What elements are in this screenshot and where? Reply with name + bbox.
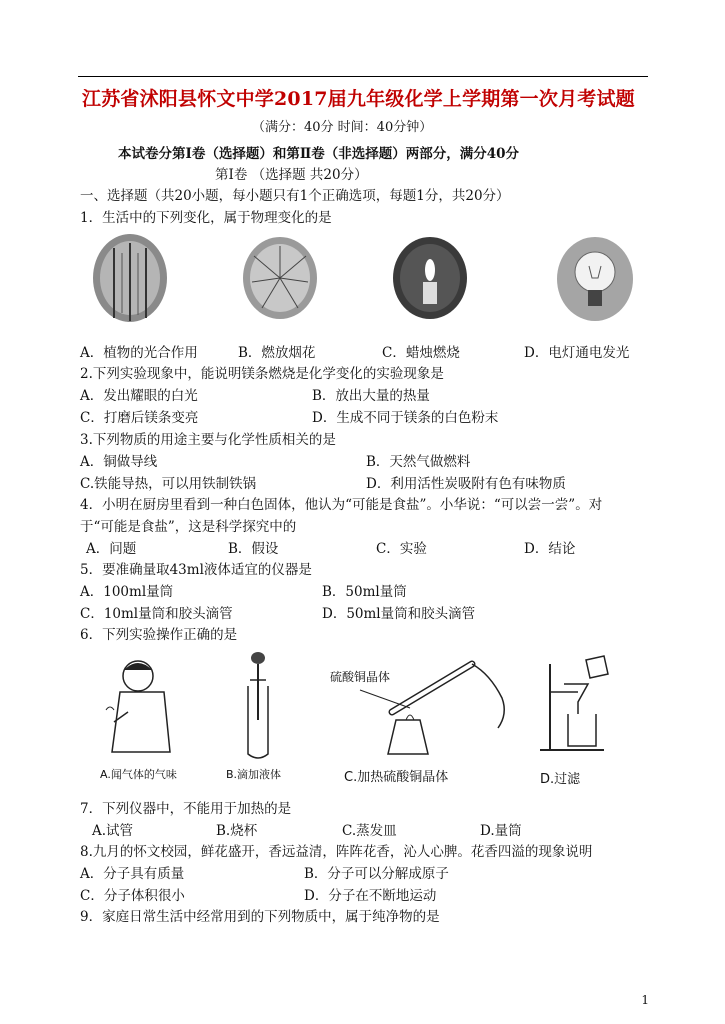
question-1-stem: 1．生活中的下列变化，属于物理变化的是 <box>80 210 332 226</box>
q2-option-d[interactable]: D．生成不同于镁条的白色粉末 <box>312 410 499 426</box>
exam-meta: （满分：40分 时间：40分钟） <box>252 120 433 135</box>
q7-option-d[interactable]: D.量筒 <box>480 823 522 839</box>
page-number: 1 <box>641 993 649 1007</box>
question-2-stem: 2.下列实验现象中，能说明镁条燃烧是化学变化的实验现象是 <box>80 366 444 382</box>
q5-option-a[interactable]: A．100ml量筒 <box>80 584 174 600</box>
q1-option-c[interactable]: C．蜡烛燃烧 <box>382 345 460 361</box>
q7-option-b[interactable]: B.烧杯 <box>216 823 258 839</box>
q1-option-a[interactable]: A．植物的光合作用 <box>80 345 198 361</box>
q5-option-c[interactable]: C．10ml量筒和胶头滴管 <box>80 606 233 622</box>
figure-d-caption: D.过滤 <box>540 772 581 787</box>
heating-crystal-figure <box>380 650 520 762</box>
q4-option-a[interactable]: A．问题 <box>86 541 137 557</box>
q5-option-b[interactable]: B．50ml量筒 <box>322 584 407 600</box>
q4-option-c[interactable]: C．实验 <box>376 541 427 557</box>
q8-option-a[interactable]: A．分子具有质量 <box>80 866 185 882</box>
q2-option-c[interactable]: C．打磨后镁条变亮 <box>80 410 199 426</box>
q5-option-d[interactable]: D．50ml量筒和胶头滴管 <box>322 606 476 622</box>
copper-sulfate-label: 硫酸铜晶体 <box>330 670 391 684</box>
exam-title: 江苏省沭阳县怀文中学2017届九年级化学上学期第一次月考试题 <box>82 88 635 110</box>
light-bulb-image <box>556 236 636 322</box>
header-rule <box>78 76 648 77</box>
candle-image <box>392 236 470 320</box>
q3-option-a[interactable]: A．铜做导线 <box>80 454 158 470</box>
question-9-stem: 9．家庭日常生活中经常用到的下列物质中，属于纯净物的是 <box>80 909 440 925</box>
filtration-figure <box>538 654 618 756</box>
q4-option-d[interactable]: D．结论 <box>524 541 576 557</box>
figure-a-caption: A.闻气体的气味 <box>100 768 177 781</box>
q1-option-d[interactable]: D．电灯通电发光 <box>524 345 630 361</box>
q3-option-b[interactable]: B．天然气做燃料 <box>366 454 471 470</box>
q2-option-a[interactable]: A．发出耀眼的白光 <box>80 388 198 404</box>
question-4-stem-continued: 于“可能是食盐”，这是科学探究中的 <box>80 519 297 535</box>
photosynthesis-image <box>92 233 172 323</box>
figure-c-caption: C.加热硫酸铜晶体 <box>344 770 449 785</box>
q8-option-b[interactable]: B．分子可以分解成原子 <box>304 866 449 882</box>
q8-option-d[interactable]: D．分子在不断地运动 <box>304 888 437 904</box>
question-6-stem: 6．下列实验操作正确的是 <box>80 627 238 643</box>
question-7-stem: 7．下列仪器中，不能用于加热的是 <box>80 801 292 817</box>
smell-gas-figure <box>98 652 188 762</box>
figure-b-caption: B.滴加液体 <box>226 768 282 781</box>
fireworks-image <box>242 236 320 320</box>
volume-heading: 第Ⅰ卷 （选择题 共20分） <box>215 167 368 183</box>
q7-option-c[interactable]: C.蒸发皿 <box>342 823 397 839</box>
dropper-figure <box>236 650 276 762</box>
question-3-stem: 3.下列物质的用途主要与化学性质相关的是 <box>80 432 336 448</box>
exam-note: 本试卷分第Ⅰ卷（选择题）和第Ⅱ卷（非选择题）两部分，满分40分 <box>118 146 519 162</box>
q8-option-c[interactable]: C．分子体积很小 <box>80 888 185 904</box>
q2-option-b[interactable]: B．放出大量的热量 <box>312 388 430 404</box>
question-5-stem: 5．要准确量取43ml液体适宜的仪器是 <box>80 562 312 578</box>
q3-option-d[interactable]: D．利用活性炭吸附有色有味物质 <box>366 476 566 492</box>
q7-option-a[interactable]: A.试管 <box>92 823 134 839</box>
question-4-stem: 4．小明在厨房里看到一种白色固体，他认为“可能是食盐”。小华说：“可以尝一尝”。对 <box>80 497 603 513</box>
q4-option-b[interactable]: B．假设 <box>228 541 279 557</box>
question-8-stem: 8.九月的怀文校园，鲜花盛开，香远益清，阵阵花香，沁人心脾。花香四溢的现象说明 <box>80 844 593 860</box>
q1-option-b[interactable]: B．燃放烟花 <box>238 345 316 361</box>
q3-option-c[interactable]: C.铁能导热，可以用铁制铁锅 <box>80 476 257 492</box>
section-heading: 一、选择题（共20小题，每小题只有1个正确选项，每题1分，共20分） <box>80 188 510 204</box>
